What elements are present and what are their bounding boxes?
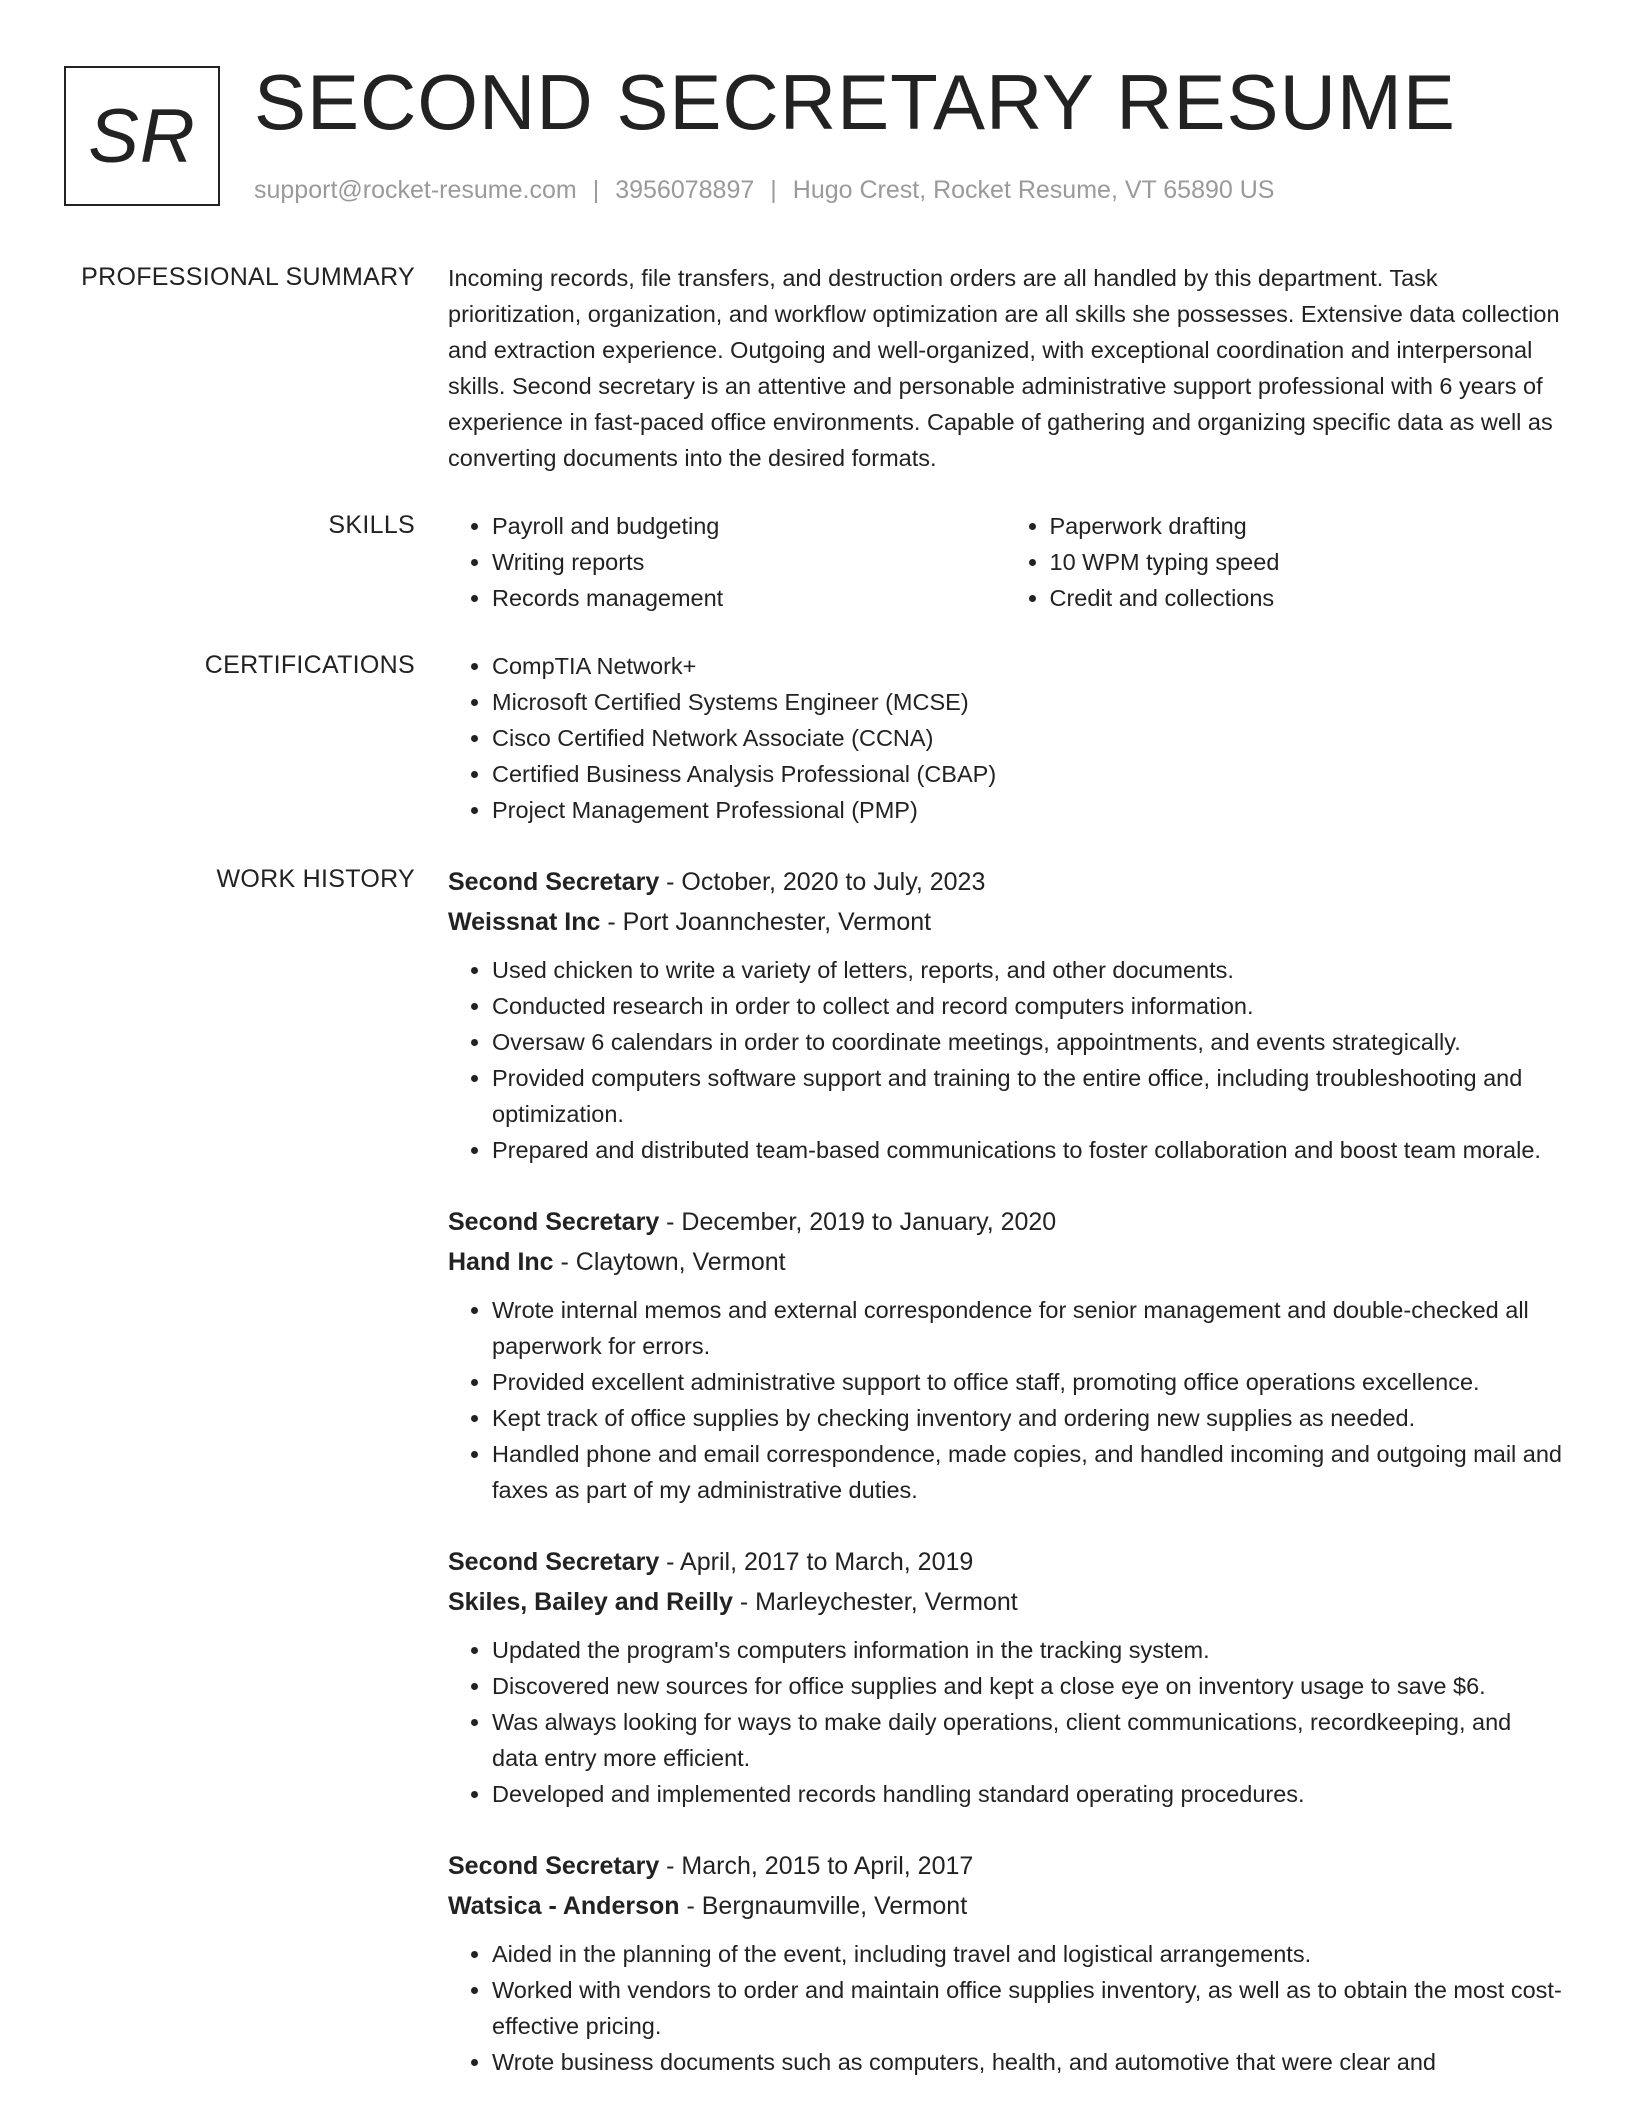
job-dates: - December, 2019 to January, 2020	[659, 1208, 1057, 1236]
job-location: - Claytown, Vermont	[553, 1248, 786, 1276]
certifications-list	[448, 648, 1563, 828]
contact-line	[254, 174, 1274, 206]
job-bullets	[448, 1292, 1563, 1508]
job-bullet: • Was always looking for ways to make daily operations, client communications, recordkeeping, and data entry more efficient.	[492, 1704, 1563, 1776]
certifications-heading: CERTIFICATIONS	[204, 651, 415, 679]
job-entry	[448, 1846, 1563, 2080]
job-title: Second Secretary	[448, 1208, 660, 1236]
job-dates: - April, 2017 to March, 2019	[659, 1548, 974, 1576]
certification-item: • Microsoft Certified Systems Engineer (MCSE)	[492, 684, 1563, 720]
job-bullets	[448, 1936, 1563, 2080]
job-bullets	[448, 1632, 1563, 1812]
job-bullet: • Kept track of office supplies by checking inventory and ordering new supplies as needed.	[492, 1400, 1563, 1436]
job-bullet: • Provided computers software support and training to the entire office, including troubleshooting and optimization.	[492, 1060, 1563, 1132]
skill-item: • Writing reports	[492, 544, 1006, 580]
job-title-line	[448, 1542, 1563, 1582]
job-title-line	[448, 1202, 1563, 1242]
job-location: - Port Joannchester, Vermont	[600, 908, 932, 936]
certifications-body	[448, 648, 1563, 828]
contact-separator: |	[770, 176, 777, 204]
job-bullet: • Prepared and distributed team-based communications to foster collaboration and boost team morale.	[492, 1132, 1563, 1168]
job-company: Hand Inc	[448, 1248, 554, 1276]
job-bullet: • Worked with vendors to order and maintain office supplies inventory, as well as to obtain the most cost-effective pricing.	[492, 1972, 1563, 2044]
contact-separator: |	[592, 176, 600, 204]
initials-monogram	[64, 66, 220, 206]
skills-body	[448, 508, 1563, 616]
certification-item: • Cisco Certified Network Associate (CCNA)	[492, 720, 1563, 756]
job-bullet: • Updated the program's computers information in the tracking system.	[492, 1632, 1563, 1668]
skill-item: • 10 WPM typing speed	[1050, 544, 1564, 580]
job-entry	[448, 1202, 1563, 1508]
job-entry	[448, 862, 1563, 1168]
summary-text: Incoming records, file transfers, and destruction orders are all handled by this department. Task prioritization, organization, and workflow optimization are all skills she possesses. Extensive data collection and extraction experience. Outgoing and well-organized, with exceptional coordination and interpersonal skills. Second secretary is an attentive and personable administrative support professional with 6 years of experience in fast-paced office environments. Capable of gathering and organizing specific data as well as converting documents into the desired formats.	[448, 265, 1560, 471]
job-bullet: • Oversaw 6 calendars in order to coordinate meetings, appointments, and events strategically.	[492, 1024, 1563, 1060]
contact-phone: 3956078897	[615, 176, 755, 204]
skill-item: • Credit and collections	[1050, 580, 1564, 616]
initials-text: SR	[88, 93, 196, 179]
document-title: SECOND SECRETARY RESUME	[254, 58, 1456, 146]
skill-item: • Paperwork drafting	[1050, 508, 1564, 544]
skills-heading: SKILLS	[328, 511, 415, 539]
skills-list-left	[448, 508, 1006, 616]
certification-item: • Project Management Professional (PMP)	[492, 792, 1563, 828]
job-bullet: • Provided excellent administrative support to office staff, promoting office operations excellence.	[492, 1364, 1563, 1400]
job-company-line	[448, 902, 1563, 942]
job-dates: - October, 2020 to July, 2023	[659, 868, 986, 896]
contact-email: support@rocket-resume.com	[254, 176, 577, 204]
job-bullet: • Handled phone and email correspondence, made copies, and handled incoming and outgoing mail and faxes as part of my administrative duties.	[492, 1436, 1563, 1508]
job-entry	[448, 1542, 1563, 1812]
job-location: - Marleychester, Vermont	[732, 1588, 1018, 1616]
job-title: Second Secretary	[448, 868, 660, 896]
job-bullet: • Developed and implemented records handling standard operating procedures.	[492, 1776, 1563, 1812]
job-bullet: • Conducted research in order to collect and record computers information.	[492, 988, 1563, 1024]
job-company: Skiles, Bailey and Reilly	[448, 1588, 733, 1616]
job-location: - Bergnaumville, Vermont	[679, 1892, 968, 1920]
skills-list-right	[1006, 508, 1564, 616]
job-company-line	[448, 1886, 1563, 1926]
job-company: Watsica - Anderson	[448, 1892, 680, 1920]
job-title-line	[448, 1846, 1563, 1886]
job-bullets	[448, 952, 1563, 1168]
job-company-line	[448, 1242, 1563, 1282]
summary-body	[448, 260, 1563, 476]
job-bullet: • Aided in the planning of the event, including travel and logistical arrangements.	[492, 1936, 1563, 1972]
summary-heading: PROFESSIONAL SUMMARY	[81, 263, 415, 291]
job-title: Second Secretary	[448, 1548, 660, 1576]
job-title-line	[448, 862, 1563, 902]
contact-address: Hugo Crest, Rocket Resume, VT 65890 US	[792, 176, 1275, 204]
certification-item: • CompTIA Network+	[492, 648, 1563, 684]
skill-item: • Records management	[492, 580, 1006, 616]
job-bullet: • Used chicken to write a variety of letters, reports, and other documents.	[492, 952, 1563, 988]
job-company: Weissnat Inc	[448, 908, 601, 936]
job-title: Second Secretary	[448, 1852, 660, 1880]
job-bullet: • Discovered new sources for office supplies and kept a close eye on inventory usage to save $6.	[492, 1668, 1563, 1704]
work-history-body	[448, 862, 1563, 2112]
job-company-line	[448, 1582, 1563, 1622]
job-bullet: • Wrote internal memos and external correspondence for senior management and double-checked all paperwork for errors.	[492, 1292, 1563, 1364]
skill-item: • Payroll and budgeting	[492, 508, 1006, 544]
work-history-heading: WORK HISTORY	[216, 865, 415, 893]
certification-item: • Certified Business Analysis Professional (CBAP)	[492, 756, 1563, 792]
job-dates: - March, 2015 to April, 2017	[659, 1852, 974, 1880]
job-bullet: • Wrote business documents such as computers, health, and automotive that were clear and	[492, 2044, 1563, 2080]
